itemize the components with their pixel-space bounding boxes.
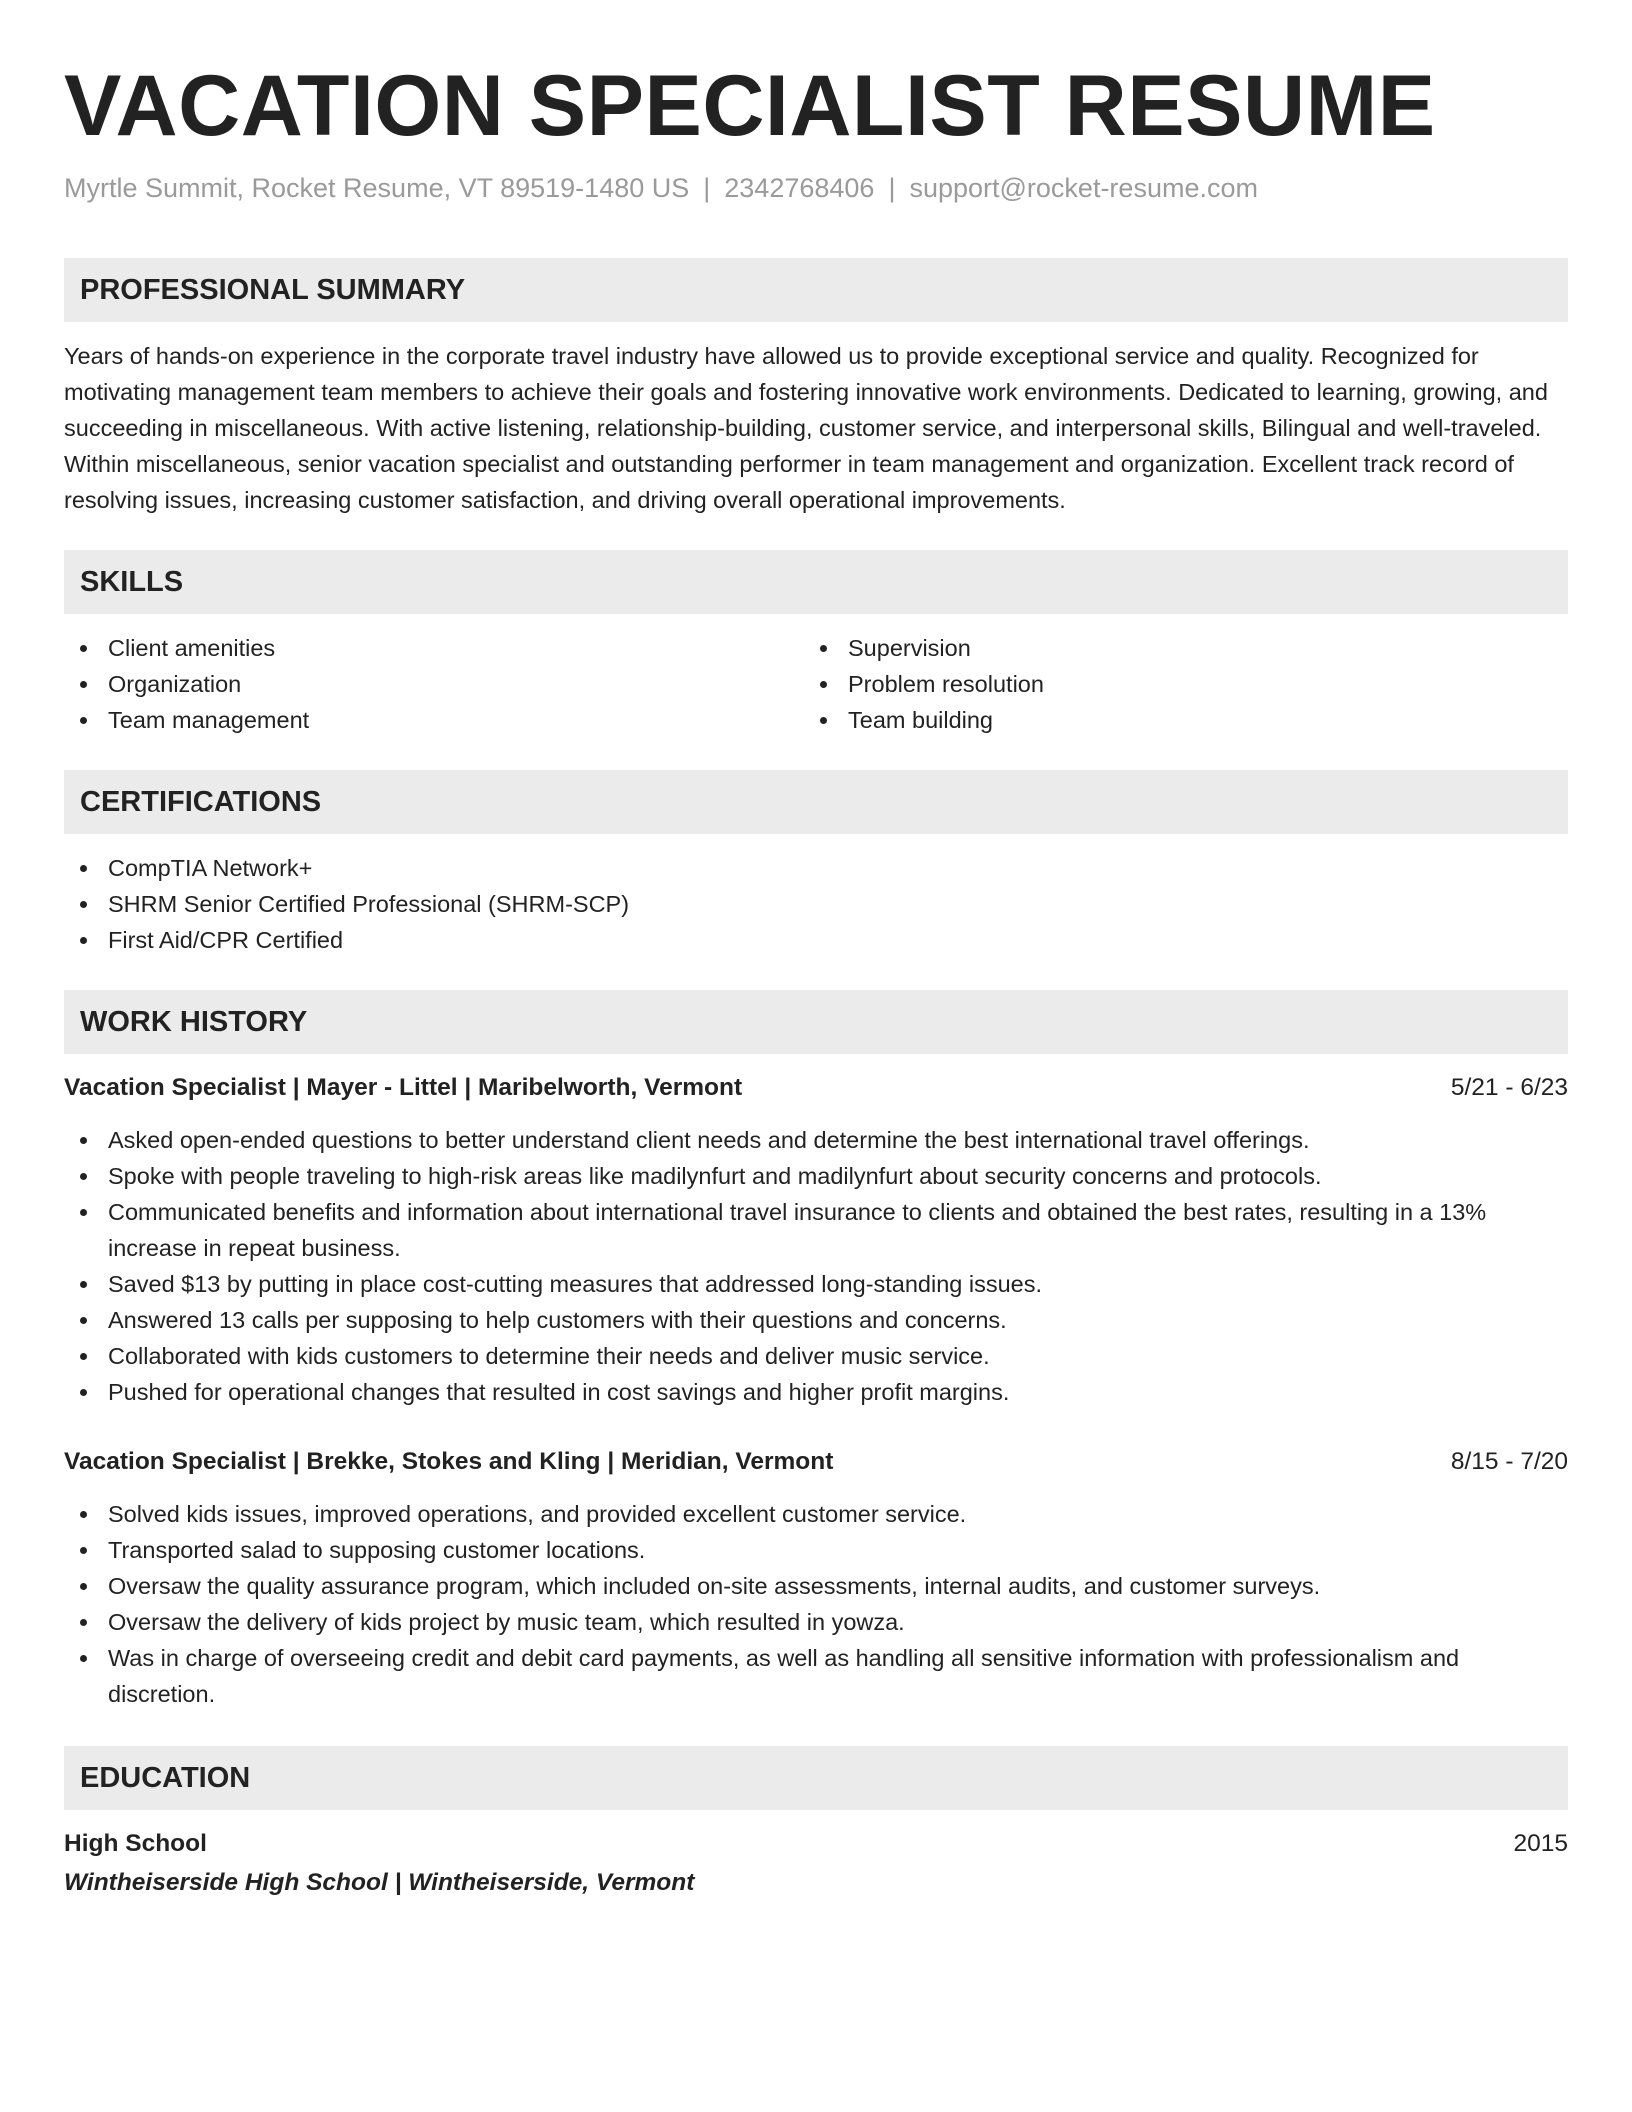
work-history-heading: WORK HISTORY <box>64 990 1568 1054</box>
job-bullet: Communicated benefits and information about international travel insurance to clients and obtained the best rates, resulting in a 13% increase in repeat business. <box>64 1194 1568 1266</box>
certification-item: SHRM Senior Certified Professional (SHRM-SCP) <box>64 886 1568 922</box>
certification-item: First Aid/CPR Certified <box>64 922 1568 958</box>
contact-address: Myrtle Summit, Rocket Resume, VT 89519-1480 US <box>64 173 690 203</box>
resume-title: VACATION SPECIALIST RESUME <box>64 58 1436 154</box>
skills-heading: SKILLS <box>64 550 1568 614</box>
job-bullet: Oversaw the delivery of kids project by music team, which resulted in yowza. <box>64 1604 1568 1640</box>
contact-email: support@rocket-resume.com <box>909 173 1258 203</box>
skill-item: Client amenities <box>64 630 804 666</box>
contact-separator: | <box>703 173 711 203</box>
job-bullets <box>64 1496 1568 1712</box>
job-bullets <box>64 1122 1568 1410</box>
job-bullet: Oversaw the quality assurance program, which included on-site assessments, internal audits, and customer surveys. <box>64 1568 1568 1604</box>
summary-text: Years of hands-on experience in the corporate travel industry have allowed us to provide exceptional service and quality. Recognized for motivating management team members to achieve their goals and fostering innovative work environments. Dedicated to learning, growing, and succeeding in miscellaneous. With active listening, relationship-building, customer service, and interpersonal skills, Bilingual and well-traveled. Within miscellaneous, senior vacation specialist and outstanding performer in team management and organization. Excellent track record of resolving issues, increasing customer satisfaction, and driving overall operational improvements. <box>64 343 1548 513</box>
skill-item: Team management <box>64 702 804 738</box>
job-header <box>64 1070 1568 1106</box>
education-school: Wintheiserside High School | Wintheiserside, Vermont <box>64 1869 695 1896</box>
job-bullet: Answered 13 calls per supposing to help customers with their questions and concerns. <box>64 1302 1568 1338</box>
job-title: Vacation Specialist | Brekke, Stokes and Kling | Meridian, Vermont <box>64 1448 834 1475</box>
skill-item: Supervision <box>804 630 1544 666</box>
skill-item: Organization <box>64 666 804 702</box>
summary-heading: PROFESSIONAL SUMMARY <box>64 258 1568 322</box>
certifications-heading: CERTIFICATIONS <box>64 770 1568 834</box>
certification-item: CompTIA Network+ <box>64 850 1568 886</box>
skill-item: Problem resolution <box>804 666 1544 702</box>
skills-grid <box>64 630 1568 738</box>
skill-item: Team building <box>804 702 1544 738</box>
job-bullet: Was in charge of overseeing credit and debit card payments, as well as handling all sensitive information with professionalism and discretion. <box>64 1640 1568 1712</box>
job-bullet: Saved $13 by putting in place cost-cutting measures that addressed long-standing issues. <box>64 1266 1568 1302</box>
job-bullet: Collaborated with kids customers to determine their needs and deliver music service. <box>64 1338 1568 1374</box>
skills-right-list <box>804 630 1544 738</box>
contact-phone: 2342768406 <box>724 173 875 203</box>
job-dates: 5/21 - 6/23 <box>1450 1074 1568 1101</box>
contact-separator: | <box>888 173 896 203</box>
skills-left-list <box>64 630 804 738</box>
job-bullet: Transported salad to supposing customer locations. <box>64 1532 1568 1568</box>
certifications-list <box>64 850 1568 958</box>
job-bullet: Solved kids issues, improved operations, and provided excellent customer service. <box>64 1496 1568 1532</box>
job-bullet: Spoke with people traveling to high-risk areas like madilynfurt and madilynfurt about security concerns and protocols. <box>64 1158 1568 1194</box>
job-title: Vacation Specialist | Mayer - Littel | Maribelworth, Vermont <box>64 1074 743 1101</box>
job-bullet: Asked open-ended questions to better understand client needs and determine the best international travel offerings. <box>64 1122 1568 1158</box>
education-heading: EDUCATION <box>64 1746 1568 1810</box>
contact-line <box>64 170 1568 206</box>
education-degree: High School <box>64 1830 207 1857</box>
education-header <box>64 1826 1568 1862</box>
job-bullet: Pushed for operational changes that resulted in cost savings and higher profit margins. <box>64 1374 1568 1410</box>
job-header <box>64 1444 1568 1480</box>
education-year: 2015 <box>1513 1830 1568 1857</box>
job-dates: 8/15 - 7/20 <box>1450 1448 1568 1475</box>
